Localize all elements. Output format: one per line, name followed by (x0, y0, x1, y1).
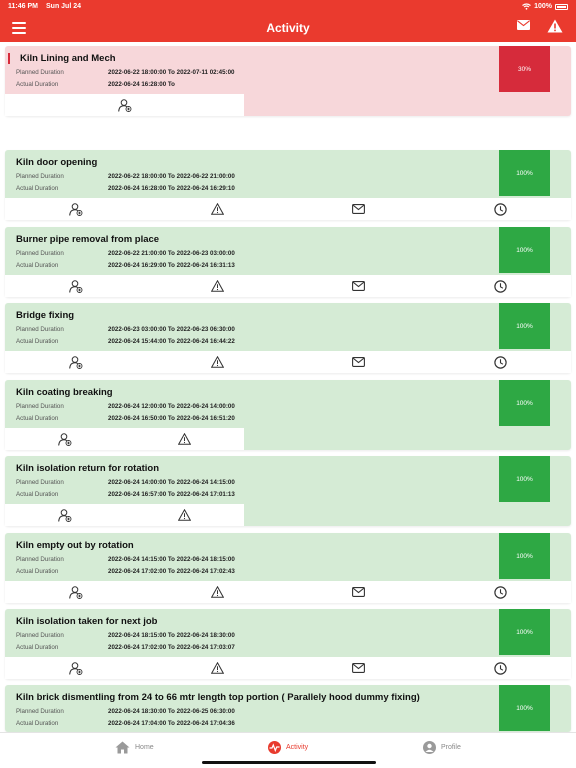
assign-user-button[interactable] (5, 657, 147, 679)
activity-name: Kiln coating breaking (16, 387, 113, 398)
actual-duration-label: Actual Duration (16, 81, 59, 88)
activity-card[interactable] (5, 685, 571, 732)
actual-duration-label: Actual Duration (16, 644, 59, 651)
mail-icon (352, 204, 365, 214)
planned-duration-value: 2022-06-24 18:15:00 To 2022-06-24 18:30:00 (108, 632, 235, 639)
assign-user-button[interactable] (5, 581, 147, 603)
actual-duration-label: Actual Duration (16, 415, 59, 422)
mail-button[interactable] (288, 198, 430, 220)
warning-icon (211, 203, 224, 215)
action-bar (5, 94, 244, 116)
activity-name: Burner pipe removal from place (16, 234, 160, 245)
mail-icon (352, 281, 365, 291)
battery-percent: 100% (534, 3, 552, 10)
clock-icon (494, 662, 507, 675)
warning-icon (211, 662, 224, 674)
mail-button[interactable] (288, 275, 430, 297)
activity-name: Kiln empty out by rotation (16, 540, 134, 551)
actual-duration-value: 2022-06-24 15:44:00 To 2022-06-24 16:44:22 (108, 338, 235, 345)
activity-name: Kiln isolation return for rotation (16, 463, 160, 474)
tab-activity-label: Activity (286, 744, 309, 751)
actual-duration-value: 2022-06-24 17:02:00 To 2022-06-24 17:02:43 (108, 568, 235, 575)
warning-button[interactable] (147, 581, 289, 603)
warning-icon (178, 509, 191, 521)
progress-badge: 100% (499, 685, 550, 731)
planned-duration-label: Planned Duration (16, 708, 64, 715)
actual-duration-label: Actual Duration (16, 491, 59, 498)
progress-badge: 100% (499, 227, 550, 273)
progress-badge: 100% (499, 456, 550, 502)
action-bar (5, 351, 571, 373)
planned-duration-value: 2022-06-22 18:00:00 To 2022-07-11 02:45:00 (108, 69, 235, 76)
actual-duration-label: Actual Duration (16, 720, 59, 727)
actual-duration-label: Actual Duration (16, 568, 59, 575)
assign-user-button[interactable] (5, 428, 125, 450)
progress-badge: 100% (499, 609, 550, 655)
actual-duration-value: 2022-06-24 16:50:00 To 2022-06-24 16:51:20 (108, 415, 235, 422)
progress-badge: 100% (499, 533, 550, 579)
activity-name: Kiln door opening (16, 157, 98, 168)
clock-icon (494, 356, 507, 369)
activity-list[interactable] (0, 42, 576, 732)
activity-name: Kiln Lining and Mech (8, 53, 116, 64)
actual-duration-value: 2022-06-24 16:28:00 To (108, 81, 175, 88)
activity-name: Bridge fixing (16, 310, 75, 321)
clock-button[interactable] (430, 581, 572, 603)
warning-icon (211, 356, 224, 368)
assign-user-button[interactable] (5, 94, 244, 116)
actual-duration-value: 2022-06-24 16:29:00 To 2022-06-24 16:31:13 (108, 262, 235, 269)
action-bar (5, 198, 571, 220)
tab-profile-label: Profile (441, 744, 461, 751)
tab-activity[interactable] (268, 741, 308, 754)
status-time: 11:46 PM (8, 3, 38, 10)
action-bar (5, 581, 571, 603)
clock-button[interactable] (430, 198, 572, 220)
assign-user-icon (69, 356, 83, 369)
planned-duration-label: Planned Duration (16, 556, 64, 563)
planned-duration-value: 2022-06-24 18:30:00 To 2022-06-25 06:30:00 (108, 708, 235, 715)
actual-duration-label: Actual Duration (16, 185, 59, 192)
profile-icon (423, 741, 436, 754)
tab-home-label: Home (135, 744, 154, 751)
activity-card[interactable] (5, 533, 571, 603)
actual-duration-value: 2022-06-24 16:57:00 To 2022-06-24 17:01:13 (108, 491, 235, 498)
activity-card[interactable] (5, 227, 571, 297)
planned-duration-value: 2022-06-22 18:00:00 To 2022-06-22 21:00:00 (108, 173, 235, 180)
warning-button[interactable] (147, 351, 289, 373)
mail-button[interactable] (288, 657, 430, 679)
mail-button[interactable] (288, 351, 430, 373)
activity-name: Kiln brick dismentling from 24 to 66 mtr length top portion ( Parallely hood dummy fixing) (16, 692, 420, 703)
activity-card[interactable] (5, 609, 571, 679)
planned-duration-label: Planned Duration (16, 403, 64, 410)
home-icon (115, 741, 130, 754)
activity-card[interactable] (5, 303, 571, 373)
progress-badge: 100% (499, 150, 550, 196)
mail-button[interactable] (288, 581, 430, 603)
actual-duration-label: Actual Duration (16, 338, 59, 345)
wifi-icon (522, 3, 531, 10)
tab-home[interactable] (115, 741, 154, 754)
actual-duration-value: 2022-06-24 17:04:00 To 2022-06-24 17:04:36 (108, 720, 235, 727)
planned-duration-value: 2022-06-24 14:00:00 To 2022-06-24 14:15:00 (108, 479, 235, 486)
progress-badge: 100% (499, 380, 550, 426)
actual-duration-label: Actual Duration (16, 262, 59, 269)
assign-user-button[interactable] (5, 275, 147, 297)
mail-icon (352, 663, 365, 673)
activity-name: Kiln isolation taken for next job (16, 616, 158, 627)
battery-icon (555, 4, 568, 10)
assign-user-icon (58, 433, 72, 446)
planned-duration-label: Planned Duration (16, 326, 64, 333)
clock-button[interactable] (430, 351, 572, 373)
assign-user-icon (69, 280, 83, 293)
assign-user-icon (118, 99, 132, 112)
action-bar (5, 275, 571, 297)
assign-user-icon (58, 509, 72, 522)
assign-user-icon (69, 586, 83, 599)
planned-duration-value: 2022-06-24 12:00:00 To 2022-06-24 14:00:00 (108, 403, 235, 410)
action-bar (5, 428, 244, 450)
activity-card[interactable] (5, 456, 571, 526)
planned-duration-value: 2022-06-22 21:00:00 To 2022-06-23 03:00:00 (108, 250, 235, 257)
action-bar (5, 504, 244, 526)
progress-badge: 100% (499, 303, 550, 349)
warning-button[interactable] (147, 275, 289, 297)
clock-icon (494, 586, 507, 599)
warning-button[interactable] (147, 198, 289, 220)
home-indicator (202, 761, 376, 764)
mail-icon (352, 587, 365, 597)
warning-icon (178, 433, 191, 445)
assign-user-icon (69, 203, 83, 216)
warning-button[interactable] (125, 428, 245, 450)
assign-user-button[interactable] (5, 351, 147, 373)
activity-icon (268, 741, 281, 754)
warning-button[interactable] (125, 504, 245, 526)
clock-icon (494, 280, 507, 293)
actual-duration-value: 2022-06-24 16:28:00 To 2022-06-24 16:29:10 (108, 185, 235, 192)
status-date: Sun Jul 24 (46, 3, 82, 10)
clock-button[interactable] (430, 657, 572, 679)
activity-card[interactable] (5, 150, 571, 220)
clock-button[interactable] (430, 275, 572, 297)
tab-profile[interactable] (423, 741, 461, 754)
planned-duration-label: Planned Duration (16, 479, 64, 486)
warning-icon (211, 280, 224, 292)
status-right (522, 3, 568, 10)
warning-icon (211, 586, 224, 598)
planned-duration-value: 2022-06-24 14:15:00 To 2022-06-24 18:15:00 (108, 556, 235, 563)
mail-icon[interactable] (517, 20, 530, 30)
planned-duration-value: 2022-06-23 03:00:00 To 2022-06-23 06:30:00 (108, 326, 235, 333)
activity-card[interactable] (5, 380, 571, 450)
assign-user-icon (69, 662, 83, 675)
warning-icon[interactable] (547, 19, 563, 33)
actual-duration-value: 2022-06-24 17:02:00 To 2022-06-24 17:03:07 (108, 644, 235, 651)
activity-card[interactable] (5, 46, 571, 116)
assign-user-button[interactable] (5, 198, 147, 220)
assign-user-button[interactable] (5, 504, 125, 526)
header-bar (0, 0, 576, 42)
progress-badge: 30% (499, 46, 550, 92)
planned-duration-label: Planned Duration (16, 250, 64, 257)
page-title: Activity (266, 21, 310, 35)
planned-duration-label: Planned Duration (16, 69, 64, 76)
mail-icon (352, 357, 365, 367)
planned-duration-label: Planned Duration (16, 173, 64, 180)
action-bar (5, 657, 571, 679)
clock-icon (494, 203, 507, 216)
planned-duration-label: Planned Duration (16, 632, 64, 639)
warning-button[interactable] (147, 657, 289, 679)
